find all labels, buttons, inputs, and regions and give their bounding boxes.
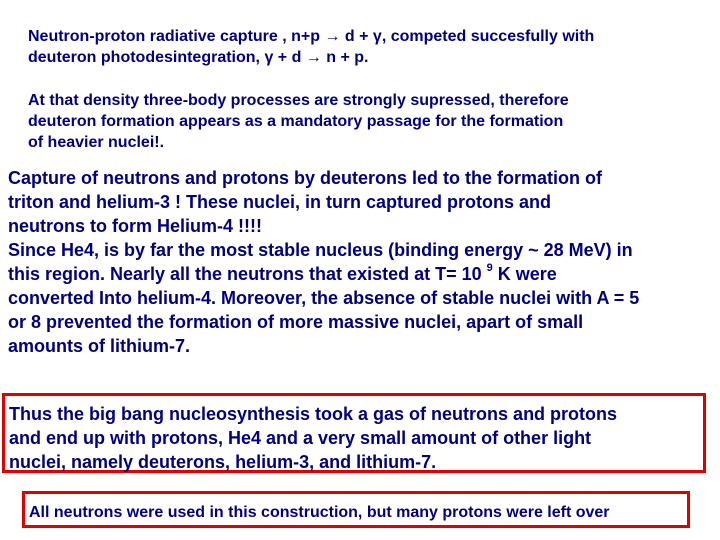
text-line: Thus the big bang nucleosynthesis took a gas of neutrons and protons: [9, 404, 618, 424]
text-fragment: K were: [492, 264, 557, 284]
text-line: converted Into helium-4. Moreover, the absence of stable nuclei with A = 5: [8, 288, 640, 308]
text-fragment: this region. Nearly all the neutrons that existed at T= 10: [8, 264, 482, 284]
exponent: 9: [486, 262, 493, 274]
text-line: deuteron formation appears as a mandatory passage for the formation: [28, 113, 564, 130]
text-line: neutrons to form Helium-4 !!!!: [8, 216, 262, 236]
text-line: nuclei, namely deuterons, helium-3, and lithium-7.: [9, 452, 437, 472]
conclusion-text: All neutrons were used in this construction, but many protons were left over: [29, 504, 610, 521]
conclusion-box: [22, 491, 690, 528]
text-line: amounts of lithium-7.: [8, 336, 190, 356]
paragraph-radiative-capture: [28, 26, 594, 68]
highlight-text: [9, 402, 617, 474]
text-line: Since He4, is by far the most stable nucleus (binding energy ~ 28 MeV) in: [8, 240, 633, 260]
text-line: and end up with protons, He4 and a very small amount of other light: [9, 428, 592, 448]
text-line: deuteron photodesintegration, γ + d → n + p.: [28, 49, 369, 66]
paragraph-deuteron-capture: [8, 166, 639, 358]
text-line: Neutron-proton radiative capture , n+p → d + γ, competed succesfully with: [28, 28, 595, 45]
paragraph-three-body: [28, 90, 569, 153]
text-line: triton and helium-3 ! These nuclei, in turn captured protons and: [8, 192, 552, 212]
text-line: Capture of neutrons and protons by deuterons led to the formation of: [8, 168, 602, 188]
text-line: of heavier nuclei!.: [28, 134, 165, 151]
text-line: or 8 prevented the formation of more massive nuclei, apart of small: [8, 312, 584, 332]
text-line-with-exponent: [8, 262, 639, 286]
highlight-box: [2, 393, 706, 473]
text-line: At that density three-body processes are strongly supressed, therefore: [28, 92, 569, 109]
